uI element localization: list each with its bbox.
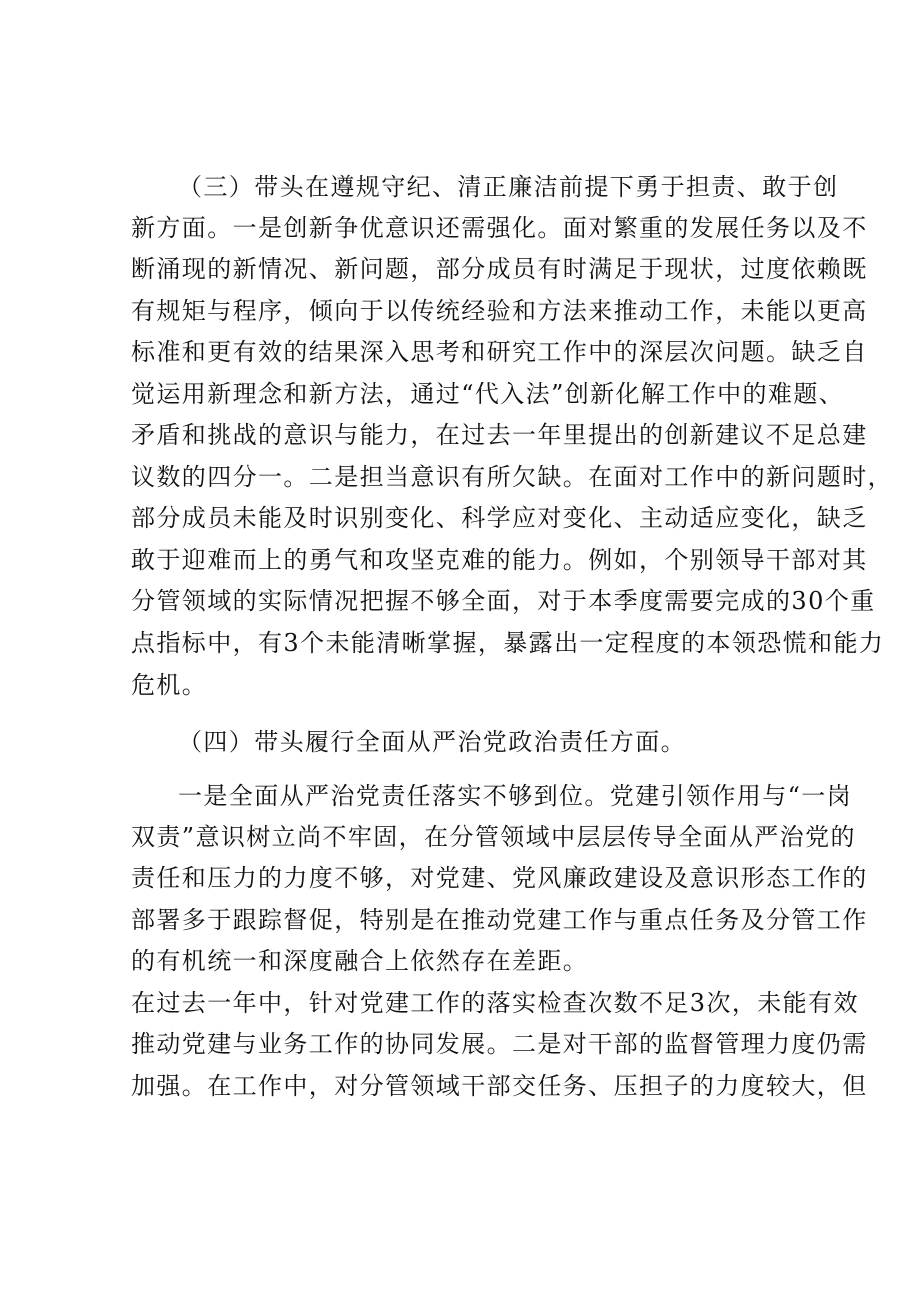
paragraph-line: 觉运用新理念和新方法，通过“代入法”创新化解工作中的难题、	[131, 380, 845, 408]
paragraph-line: 的有机统一和深度融合上依然存在差距。	[131, 947, 589, 975]
paragraph-line: 点指标中，有3个未能清晰掌握，暴露出一定程度的本领恐慌和能力	[131, 629, 885, 657]
paragraph-line: 一是全面从严治党责任落实不够到位。党建引领作用与“一岗	[178, 782, 853, 810]
paragraph-line: 分管领域的实际情况把握不够全面，对于本季度需要完成的30个重	[131, 587, 876, 615]
paragraph-line: （三）带头在遵规守纪、清正廉洁前提下勇于担责、敢于创	[178, 173, 839, 201]
paragraph-line: 敢于迎难而上的勇气和攻坚克难的能力。例如，个别领导干部对其	[131, 546, 868, 574]
paragraph-line: 加强。在工作中，对分管领域干部交任务、压担子的力度较大，但	[131, 1072, 868, 1100]
paragraph-line: 推动党建与业务工作的协同发展。二是对干部的监督管理力度仍需	[131, 1030, 868, 1058]
paragraph-line: 新方面。一是创新争优意识还需强化。面对繁重的发展任务以及不	[131, 214, 868, 242]
paragraph-line: 危机。	[131, 671, 208, 699]
paragraph-line: 在过去一年中，针对党建工作的落实检查次数不足3次，未能有效	[131, 989, 859, 1017]
paragraph-line: 有规矩与程序，倾向于以传统经验和方法来推动工作，未能以更高	[131, 297, 868, 325]
paragraph-line: 议数的四分一。二是担当意识有所欠缺。在面对工作中的新问题时，	[131, 463, 893, 491]
section-heading: （四）带头履行全面从严治党政治责任方面。	[178, 728, 686, 756]
paragraph-line: 责任和压力的力度不够，对党建、党风廉政建设及意识形态工作的	[131, 864, 868, 892]
paragraph-line: 标准和更有效的结果深入思考和研究工作中的深层次问题。缺乏自	[131, 338, 868, 366]
paragraph-line: 矛盾和挑战的意识与能力，在过去一年里提出的创新建议不足总建	[131, 421, 868, 449]
paragraph-line: 断涌现的新情况、新问题，部分成员有时满足于现状，过度依赖既	[131, 255, 868, 283]
paragraph-line: 部分成员未能及时识别变化、科学应对变化、主动适应变化，缺乏	[131, 504, 868, 532]
paragraph-line: 双责”意识树立尚不牢固，在分管领域中层层传导全面从严治党的	[131, 823, 856, 851]
paragraph-line: 部署多于跟踪督促，特别是在推动党建工作与重点任务及分管工作	[131, 906, 868, 934]
